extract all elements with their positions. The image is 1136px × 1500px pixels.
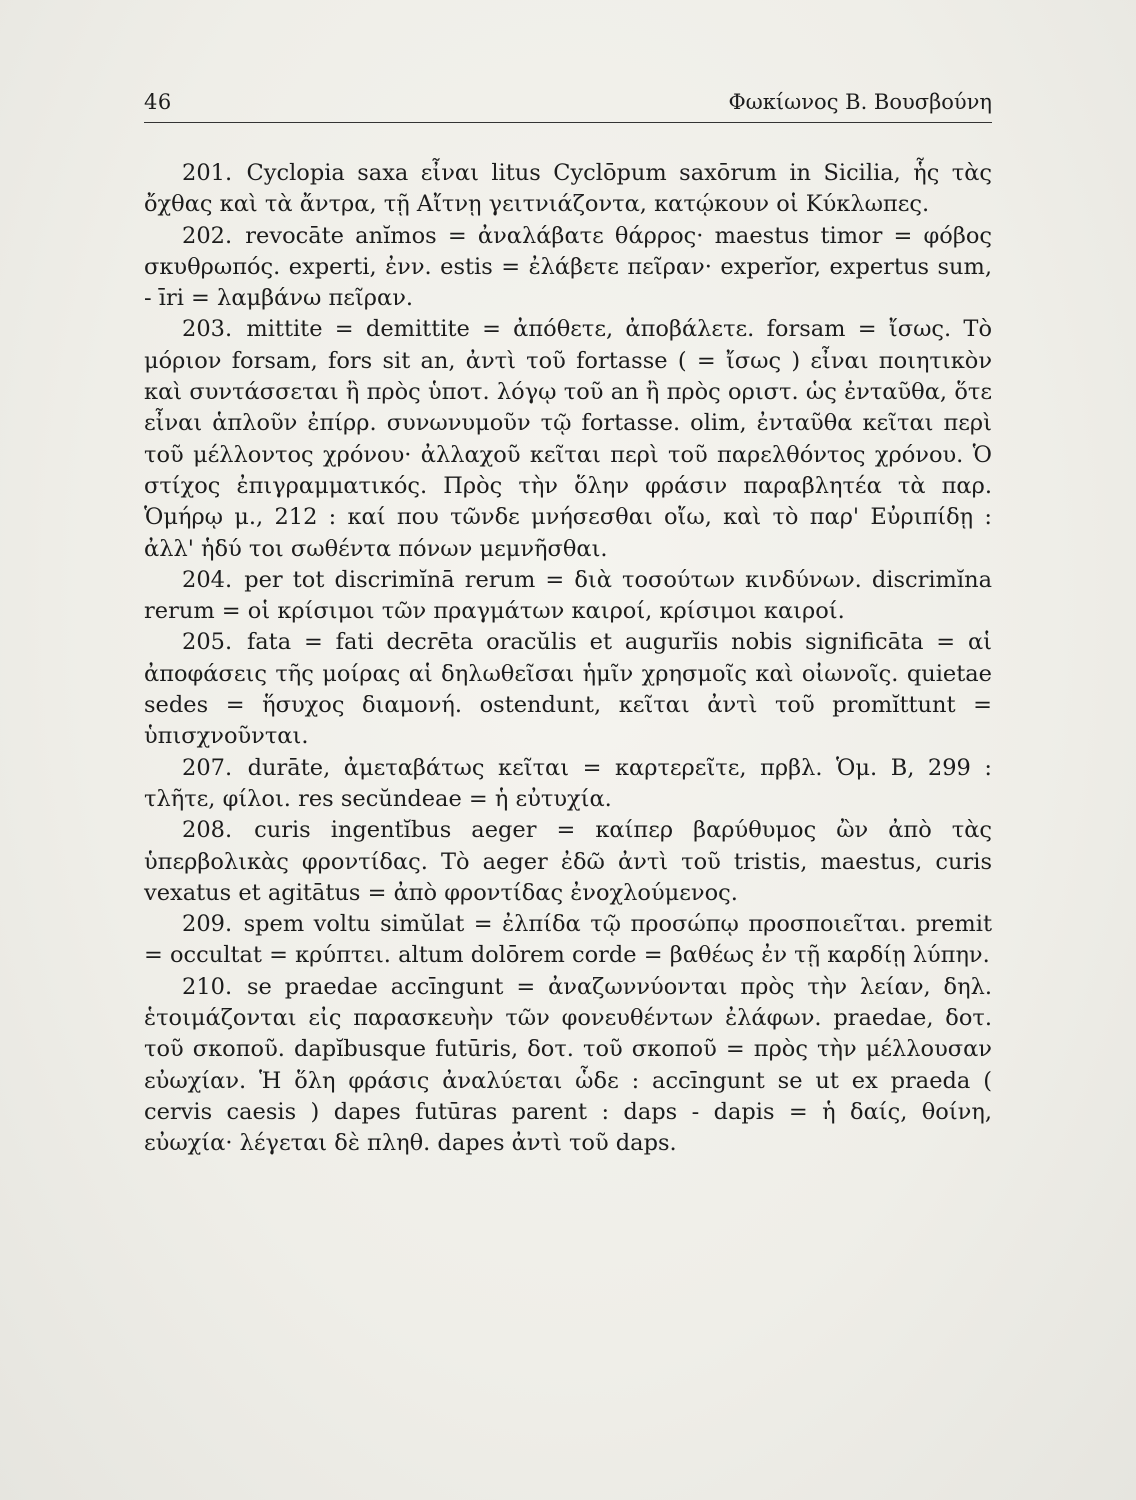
entry-text: se praedae accīngunt = ἀναζωννύονται πρὸς τὴν λείαν, δηλ. ἑτοιμάζονται εἰς παρασκευὴν τῶν φονευθέντων ἐλάφων. praedae, δοτ. τοῦ σκοποῦ. dapĭbusque futūris, δοτ. τοῦ σκοποῦ = πρὸς τὴν μέλλουσαν εὐωχίαν. Ἡ ὅλη φράσις ἀναλύεται ὧδε : accīngunt se ut ex praeda ( cervis caesis ) dapes futūras parent : daps - dapis = ἡ δαίς, θοίνη, εὐωχία· λέγεται δὲ πληθ. dapes ἀντὶ τοῦ daps. — [144, 973, 992, 1157]
entry-210 — [144, 972, 992, 1160]
entry-209 — [144, 909, 992, 972]
entry-number: 208. — [182, 817, 233, 844]
entry-text: revocāte anĭmos = ἀναλάβατε θάρρος· maestus timor = φόβος σκυθρωπός. experti, ἐνν. estis = ἐλάβετε πεῖραν· experĭor, expertus sum, - īri = λαμβάνω πεῖραν. — [144, 222, 993, 312]
entry-208 — [144, 815, 992, 909]
entry-204 — [144, 565, 992, 628]
entry-text: fata = fati decrēta oracŭlis et augurĭis nobis significāta = αἱ ἀποφάσεις τῆς μοίρας αἱ δηλωθεῖσαι ἡμῖν χρησμοῖς καὶ οἰωνοῖς. quietae sedes = ἥσυχος διαμονή. ostendunt, κεῖται ἀντὶ τοῦ promĭttunt = ὑπισχνοῦνται. — [144, 629, 993, 750]
entry-number: 202. — [182, 222, 233, 249]
entry-201 — [144, 158, 992, 221]
entry-203 — [144, 314, 992, 564]
entry-207 — [144, 753, 992, 816]
entry-text: per tot discrimĭnā rerum = διὰ τοσούτων κινδύνων. discrimĭna rerum = οἱ κρίσιμοι τῶν πραγμάτων καιροί, κρίσιμοι καιροί. — [144, 566, 992, 625]
entry-number: 210. — [182, 973, 233, 1000]
entry-text: Cyclopia saxa εἶναι litus Cyclōpum saxōrum in Sicilia, ἧς τὰς ὄχθας καὶ τὰ ἄντρα, τῇ Αἴτνῃ γειτνιάζοντα, κατῴκουν οἱ Κύκλωπες. — [144, 160, 992, 218]
entry-number: 201. — [182, 160, 233, 186]
entry-text: mittite = demittite = ἀπόθετε, ἀποβάλετε. forsam = ἴσως. Τὸ μόριον forsam, fors sit an, ἀντὶ τοῦ fortasse ( = ἴσως ) εἶναι ποιητικὸν καὶ συντάσσεται ἢ πρὸς ὑποτ. λόγῳ τοῦ an ἢ πρὸς οριστ. ὡς ἐνταῦθα, ὅτε εἶναι ἁπλοῦν ἐπίρρ. συνωνυμοῦν τῷ fortasse. olim, ἐνταῦθα κεῖται περὶ τοῦ μέλλοντος χρόνου· ἀλλαχοῦ κεῖται περὶ τοῦ παρελθόντος χρόνου. Ὁ στίχος ἐπιγραμματικός. Πρὸς τὴν ὅλην φράσιν παραβλητέα τὰ παρ. Ὁμήρῳ μ., 212 : καί που τῶνδε μνήσεσθαι οἴω, καὶ τὸ παρ' Εὐριπίδῃ : ἀλλ' ἡδύ τοι σωθέντα πόνων μεμνῆσθαι. — [144, 316, 992, 562]
page-header — [144, 88, 992, 123]
entry-text: spem voltu simŭlat = ἐλπίδα τῷ προσώπῳ προσποιεῖται. premit = occultat = κρύπτει. altum dolōrem corde = βαθέως ἐν τῇ καρδίῃ λύπην. — [144, 911, 992, 969]
commentary-text — [144, 158, 992, 1160]
entry-number: 203. — [182, 316, 233, 343]
entry-202 — [144, 221, 992, 315]
entry-number: 209. — [182, 911, 233, 938]
entry-number: 204. — [182, 566, 233, 593]
entry-text: curis ingentĭbus aeger = καίπερ βαρύθυμος ὢν ἀπὸ τὰς ὑπερβολικὰς φροντίδας. Τὸ aeger ἐδῶ ἀντὶ τοῦ tristis, maestus, curis vexatus et agitātus = ἀπὸ φροντίδας ἐνοχλούμενος. — [144, 817, 993, 906]
running-head: Φωκίωνος Β. Βουσβούνη — [728, 90, 992, 114]
entry-number: 207. — [182, 754, 233, 781]
entry-text: durāte, ἀμεταβάτως κεῖται = καρτερεῖτε, πρβλ. Ὁμ. Β, 299 : τλῆτε, φίλοι. res secŭndeae = ἡ εὐτυχία. — [144, 754, 992, 812]
entry-205 — [144, 627, 992, 752]
page-number: 46 — [144, 90, 172, 114]
entry-number: 205. — [182, 629, 233, 656]
